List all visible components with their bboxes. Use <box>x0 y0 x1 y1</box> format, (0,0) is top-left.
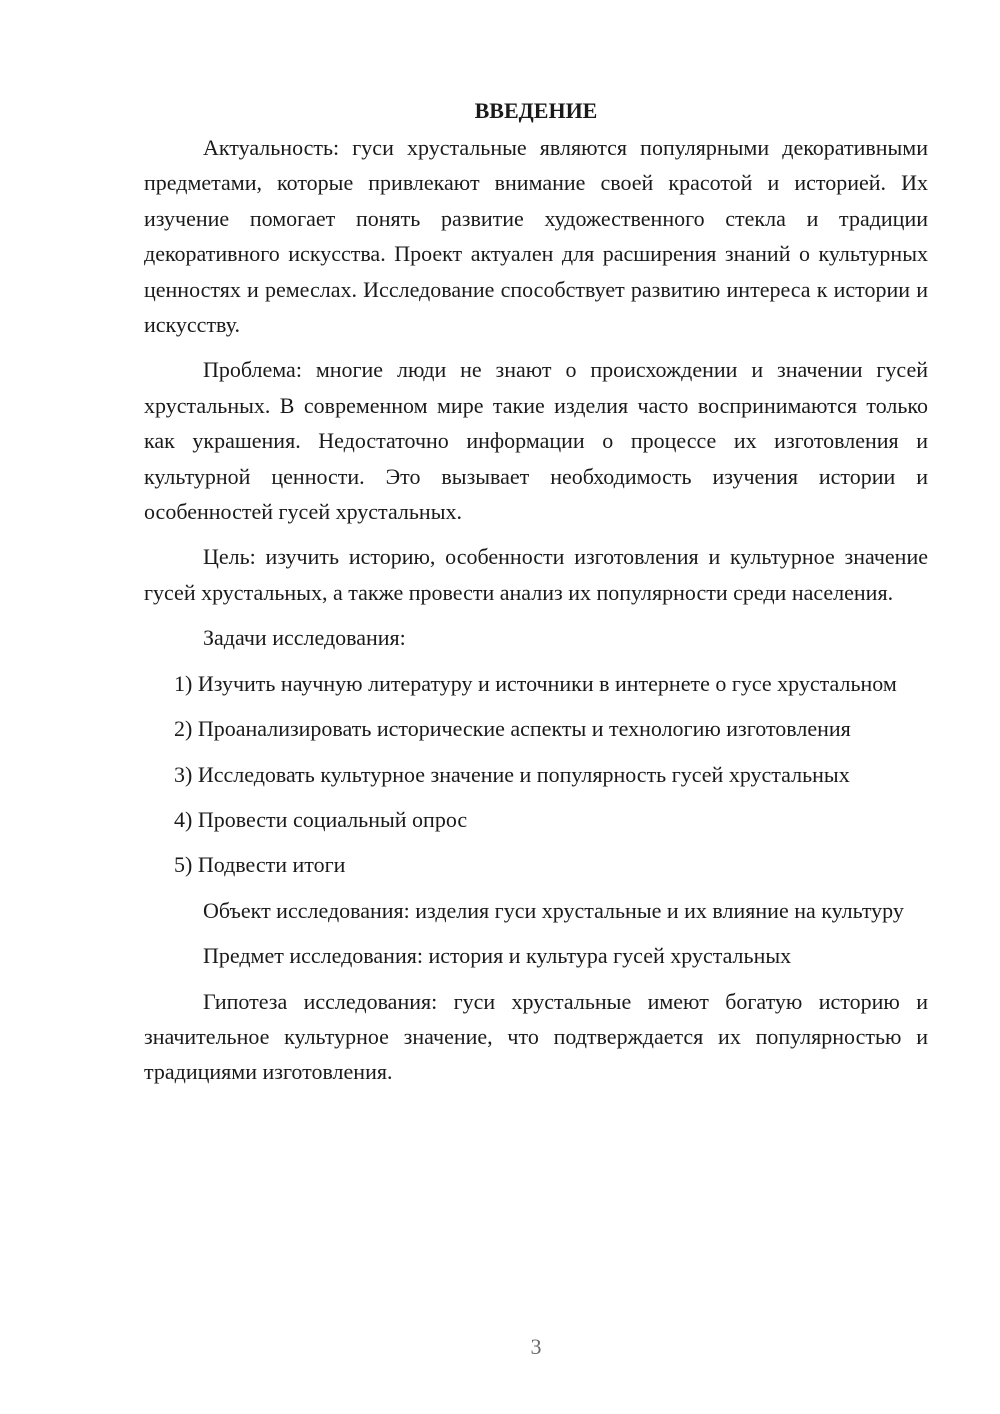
task-item-5: 5) Подвести итоги <box>174 852 346 878</box>
subject-paragraph: Предмет исследования: история и культура гусей хрустальных <box>203 943 792 969</box>
page-content <box>144 92 928 1090</box>
problem-paragraph: Проблема: многие люди не знают о происхождении и значении гусей хрустальных. В современном мире такие изделия часто воспринимаются только как украшения. Недостаточно информации о процессе их изготовления и культурной ценности. Это вызывает необходимость изучения истории и особенностей гусей хрустальных. <box>144 357 928 525</box>
object-paragraph: Объект исследования: изделия гуси хрустальные и их влияние на культуру <box>203 897 904 923</box>
task-item-2: 2) Проанализировать исторические аспекты и технологию изготовления <box>174 716 851 742</box>
task-item-3: 3) Исследовать культурное значение и популярность гусей хрустальных <box>174 761 850 787</box>
hypothesis-paragraph: Гипотеза исследования: гуси хрустальные имеют богатую историю и значительное культурное значение, что подтверждается их популярностью и традициями изготовления. <box>144 988 928 1085</box>
task-item-4: 4) Провести социальный опрос <box>174 806 468 832</box>
tasks-heading: Задачи исследования: <box>203 625 406 651</box>
page-title: ВВЕДЕНИЕ <box>474 98 598 123</box>
goal-paragraph: Цель: изучить историю, особенности изготовления и культурное значение гусей хрустальных, а также провести анализ их популярности среди населения. <box>144 544 928 605</box>
task-item-1: 1) Изучить научную литературу и источники в интернете о гусе хрустальном <box>174 670 897 696</box>
relevance-paragraph: Актуальность: гуси хрустальные являются популярными декоративными предметами, которые привлекают внимание своей красотой и историей. Их изучение помогает понять развитие художественного стекла и традиции декоративного искусства. Проект актуален для расширения знаний о культурных ценностях и ремеслах. Исследование способствует развитию интереса к истории и искусству. <box>144 135 928 338</box>
page-number: 3 <box>530 1334 542 1359</box>
